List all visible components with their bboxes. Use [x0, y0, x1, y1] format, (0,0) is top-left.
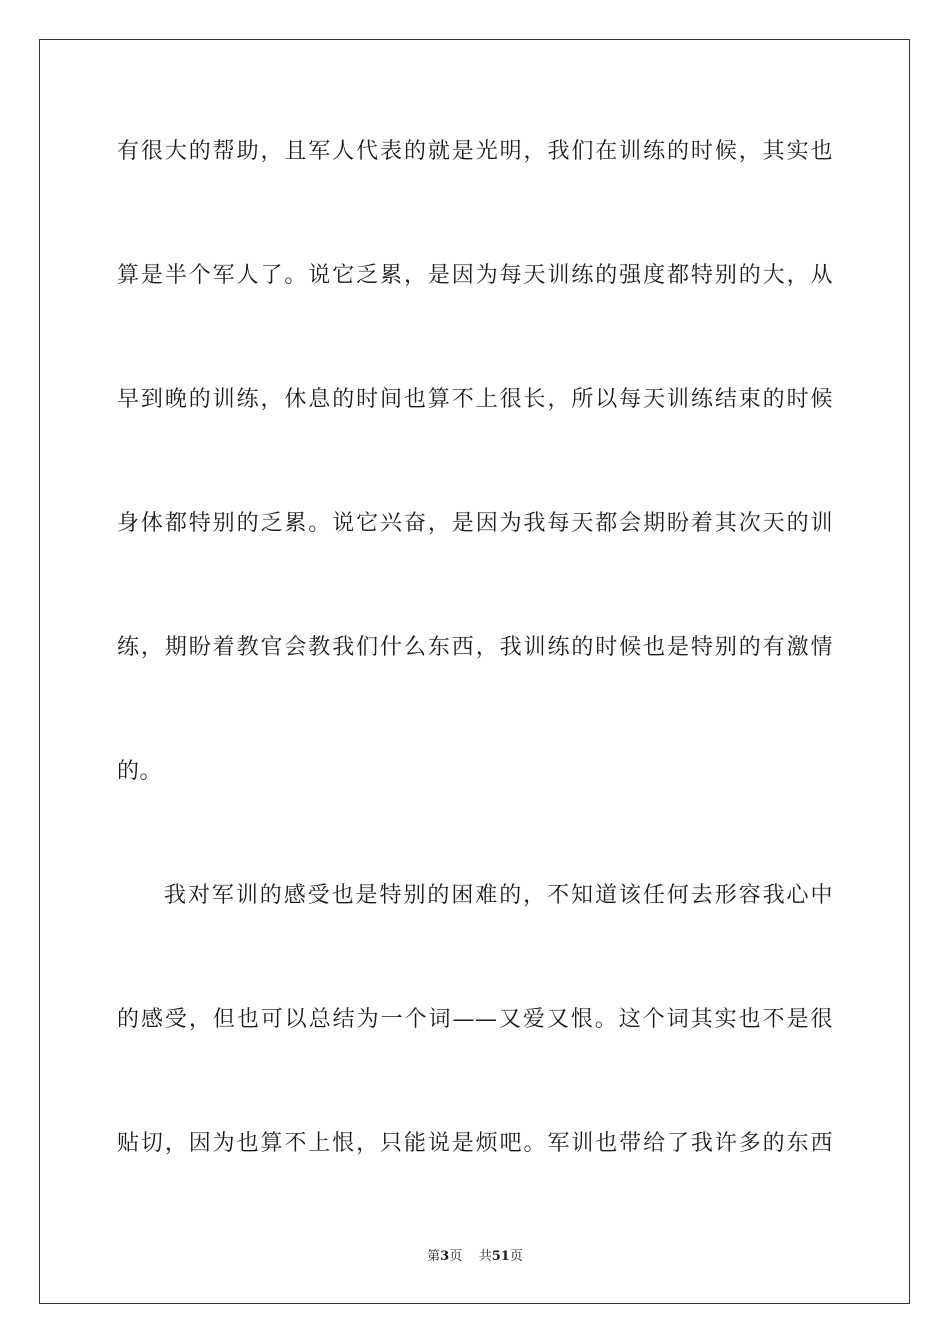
text-line-3: 早到晚的训练，休息的时间也算不上很长，所以每天训练结束的时候: [117, 387, 833, 412]
text-line-6: 的。: [117, 759, 163, 784]
total-suffix: 页: [509, 1249, 523, 1264]
text-line-9: 贴切，因为也算不上恨，只能说是烦吧。军训也带给了我许多的东西: [117, 1131, 833, 1156]
total-prefix: 共: [478, 1249, 492, 1264]
page-total: 51: [491, 1249, 510, 1264]
page-prefix: 第: [427, 1249, 441, 1264]
page-border: [39, 39, 910, 1304]
text-line-8: 的感受，但也可以总结为一个词——又爱又恨。这个词其实也不是很: [117, 1007, 833, 1032]
page-suffix: 页: [449, 1249, 463, 1264]
text-line-1: 有很大的帮助，且军人代表的就是光明，我们在训练的时候，其实也: [117, 139, 833, 164]
page-footer: [0, 1248, 950, 1266]
text-line-4: 身体都特别的乏累。说它兴奋，是因为我每天都会期盼着其次天的训: [117, 511, 833, 536]
page-current: 3: [440, 1249, 450, 1264]
text-line-2: 算是半个军人了。说它乏累，是因为每天训练的强度都特别的大，从: [117, 263, 833, 288]
text-line-5: 练，期盼着教官会教我们什么东西，我训练的时候也是特别的有激情: [117, 635, 833, 660]
text-line-7: 我对军训的感受也是特别的困难的，不知道该任何去形容我心中: [164, 883, 833, 908]
